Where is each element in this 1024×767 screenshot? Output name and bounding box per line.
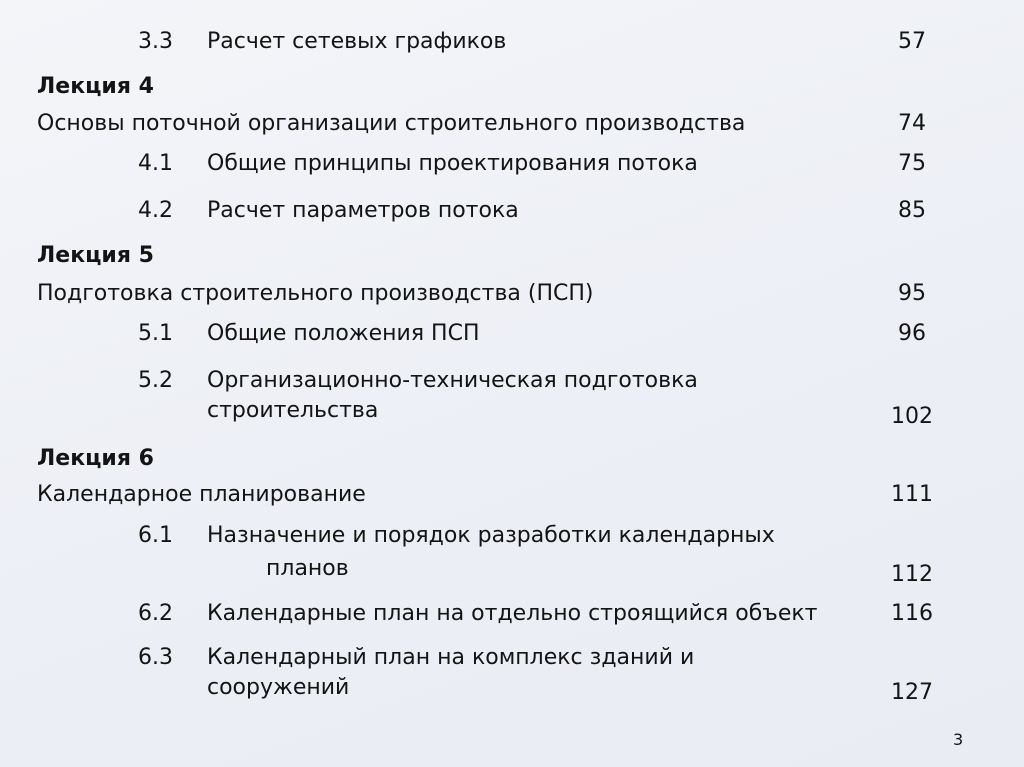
page-number: 102 [891,404,933,429]
section-number: 5.1 [138,321,173,346]
section-title-line2: планов [266,556,349,581]
page-number: 112 [891,562,933,587]
section-title: Расчет параметров потока [207,198,519,223]
page-number: 95 [898,281,926,306]
section-title: Календарные план на отдельно строящийся объект [207,601,818,626]
page-number: 57 [898,29,926,54]
section-number: 4.1 [138,151,173,176]
section-title-line2: сооружений [207,675,350,700]
page-number: 116 [891,601,933,626]
lecture-heading: Лекция 6 [37,446,154,471]
page-number: 85 [898,198,926,223]
section-number: 3.3 [138,29,173,54]
slide-number: 3 [953,730,964,749]
lecture-title: Календарное планирование [37,482,366,507]
section-number: 4.2 [138,198,173,223]
lecture-heading: Лекция 4 [37,74,154,99]
section-title-line1: Календарный план на комплекс зданий и [207,645,695,670]
section-title-line2: строительства [207,398,379,423]
page-number: 96 [898,321,926,346]
lecture-title: Основы поточной организации строительного производства [37,111,746,136]
section-number: 6.1 [138,523,173,548]
section-title: Общие положения ПСП [207,321,480,346]
lecture-title: Подготовка строительного производства (ПСП) [37,281,594,306]
page-number: 111 [891,482,933,507]
section-number: 6.2 [138,601,173,626]
lecture-heading: Лекция 5 [37,243,154,268]
section-number: 5.2 [138,368,173,393]
page-number: 74 [898,111,926,136]
page-number: 127 [891,680,933,705]
section-number: 6.3 [138,645,173,670]
page-number: 75 [898,151,926,176]
section-title-line1: Назначение и порядок разработки календарных [207,523,775,548]
section-title: Расчет сетевых графиков [207,29,507,54]
section-title: Общие принципы проектирования потока [207,151,698,176]
section-title-line1: Организационно-техническая подготовка [207,368,698,393]
